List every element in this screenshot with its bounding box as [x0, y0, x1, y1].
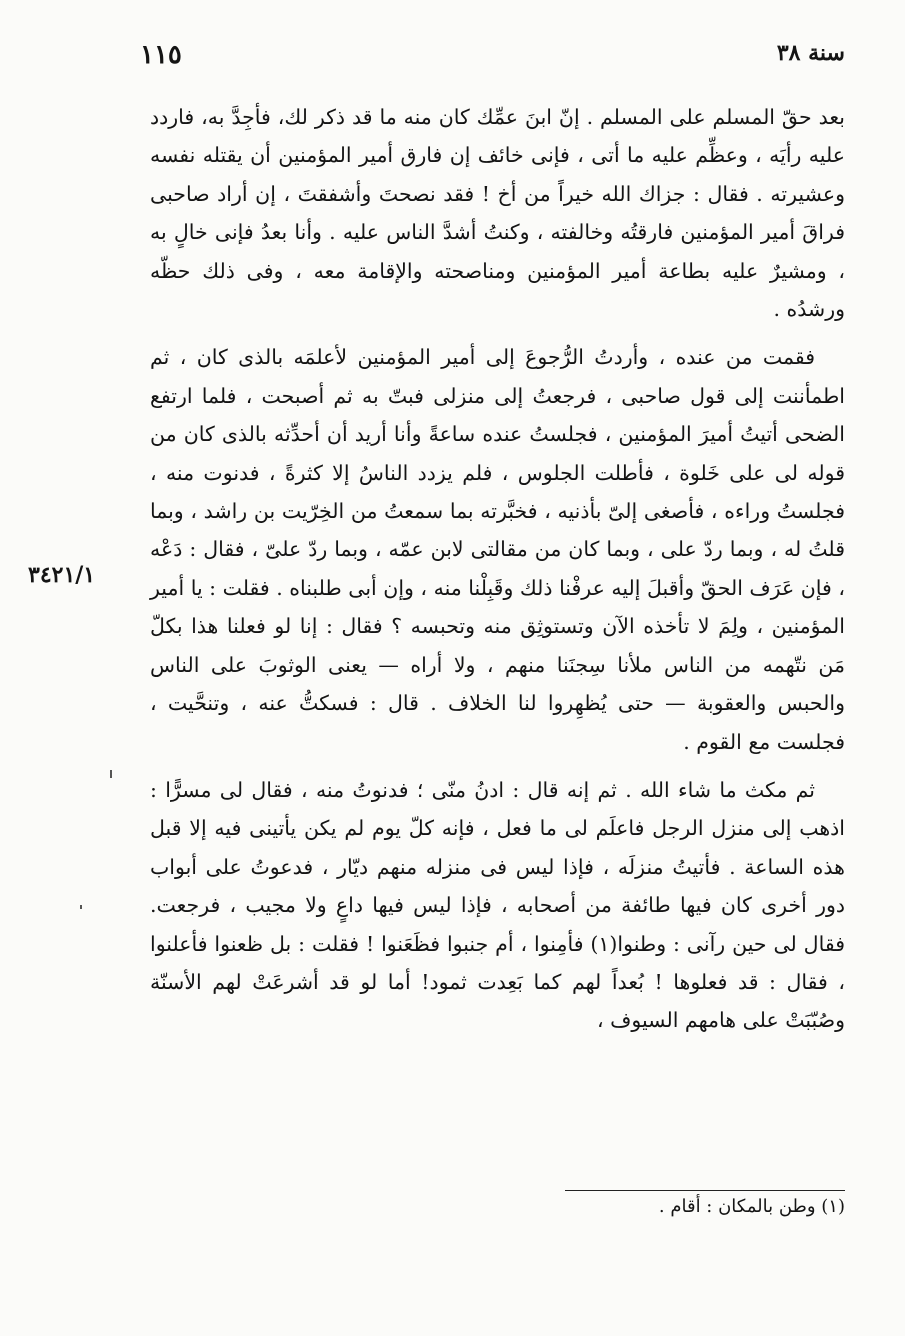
footnote: (١) وطن بالمكان : أقام .	[658, 1196, 845, 1217]
paragraph: فقمت من عنده ، وأردتُ الرُّجوعَ إلى أمير المؤمنين لأعلمَه بالذى كان ، ثم اطمأننت إلى قول صاحبى ، فرجعتُ إلى منزلى فبتّ به ثم أصبحت ، فلما ارتفع الضحى أتيتُ أميرَ المؤمنين ، فجلستُ عنده ساعةً وأنا أريد أن أحدِّثه بالذى كان من قوله لى على خَلوة ، فأطلت الجلوس ، فلم يزدد الناسُ إلا كثرةً ، فدنوت منه ، فجلستُ وراءه ، فأصغى إلىّ بأذنيه ، فخبَّرته بما سمعتُ من الخِرّيت بن راشد ، وبما قلتُ له ، وبما ردّ على ، وبما كان من مقالتى لابن عمّه ، وبما ردّ علىّ ، فقال : دَعْه ، فإن عَرَف الحقّ وأقبلَ إليه عرفْنا ذلك وقَبِلْنا منه ، وإن أبى طلبناه . فقلت : يا أمير المؤمنين ، ولِمَ لا تأخذه الآن وتستوثِق منه وتحبسه ؟ فقال : إنا لو فعلنا هذا بكلّ مَن نتّهمه من الناس ملأنا سِجنَنا منهم ، ولا أراه — يعنى الوثوبَ على الناس والحبس والعقوبة — حتى يُظهِروا لنا الخلاف . قال : فسكتُّ عنه ، وتنحَّيت ، فجلست مع القوم .	[150, 345, 846, 754]
running-header-year: سنة ٣٨	[776, 40, 845, 66]
paragraph: ثم مكث ما شاء الله . ثم إنه قال : ادنُ منّى ؛ فدنوتُ منه ، فقال لى مسرًّا : اذهب إلى منزل الرجل فاعلَم لى ما فعل ، فإنه كلّ يوم لم يكن يأتينى فيه إلا قبل هذه الساعة . فأتيتُ منزلَه ، فإذا ليس فى منزله منهم ديّار ، فدعوتُ على أبواب دور أخرى كان فيها طائفة من أصحابه ، فإذا ليس فيها داعٍ ولا مجيب ، فرجعت. فقال لى حين رآنى : وطنوا(١) فأمِنوا ، أم جنبوا فظَعَنوا ! فقلت : بل ظعنوا فأعلنوا ، فقال : قد فعلوها ! بُعداً لهم كما بَعِدت ثمود! أما لو قد أشرعَتْ لهم الأسنّة وصُبّبَتْ على هامهم السيوف ،	[150, 777, 845, 1033]
paragraph: بعد حقّ المسلم على المسلم . إنّ ابنَ عمِّك كان منه ما قد ذكر لك، فأجِدَّ به، فاردد عليه رأيَه ، وعظِّم عليه ما أتى ، فإنى خائف إن فارق أمير المؤمنين أن يقتله نفسه وعشيرته . فقال : جزاك الله خيراً من أخ ! فقد نصحتَ وأشفقتَ ، إن أراد صاحبى فراقَ أمير المؤمنين فارقتُه وخالفته ، وكنتُ أشدَّ الناس عليه . وأنا بعدُ فإنى خالٍ به ، ومشيرٌ عليه بطاعة أمير المؤمنين ومناصحته والإقامة معه ، وفى ذلك حظّه ورشدُه .	[150, 105, 845, 322]
scan-speck	[80, 905, 82, 909]
body-text	[150, 98, 845, 1050]
margin-reference-number: ٣٤٢١/١	[28, 562, 96, 588]
footnote-divider	[565, 1190, 845, 1191]
page-number: ١١٥	[140, 40, 182, 70]
scan-speck	[110, 770, 112, 778]
